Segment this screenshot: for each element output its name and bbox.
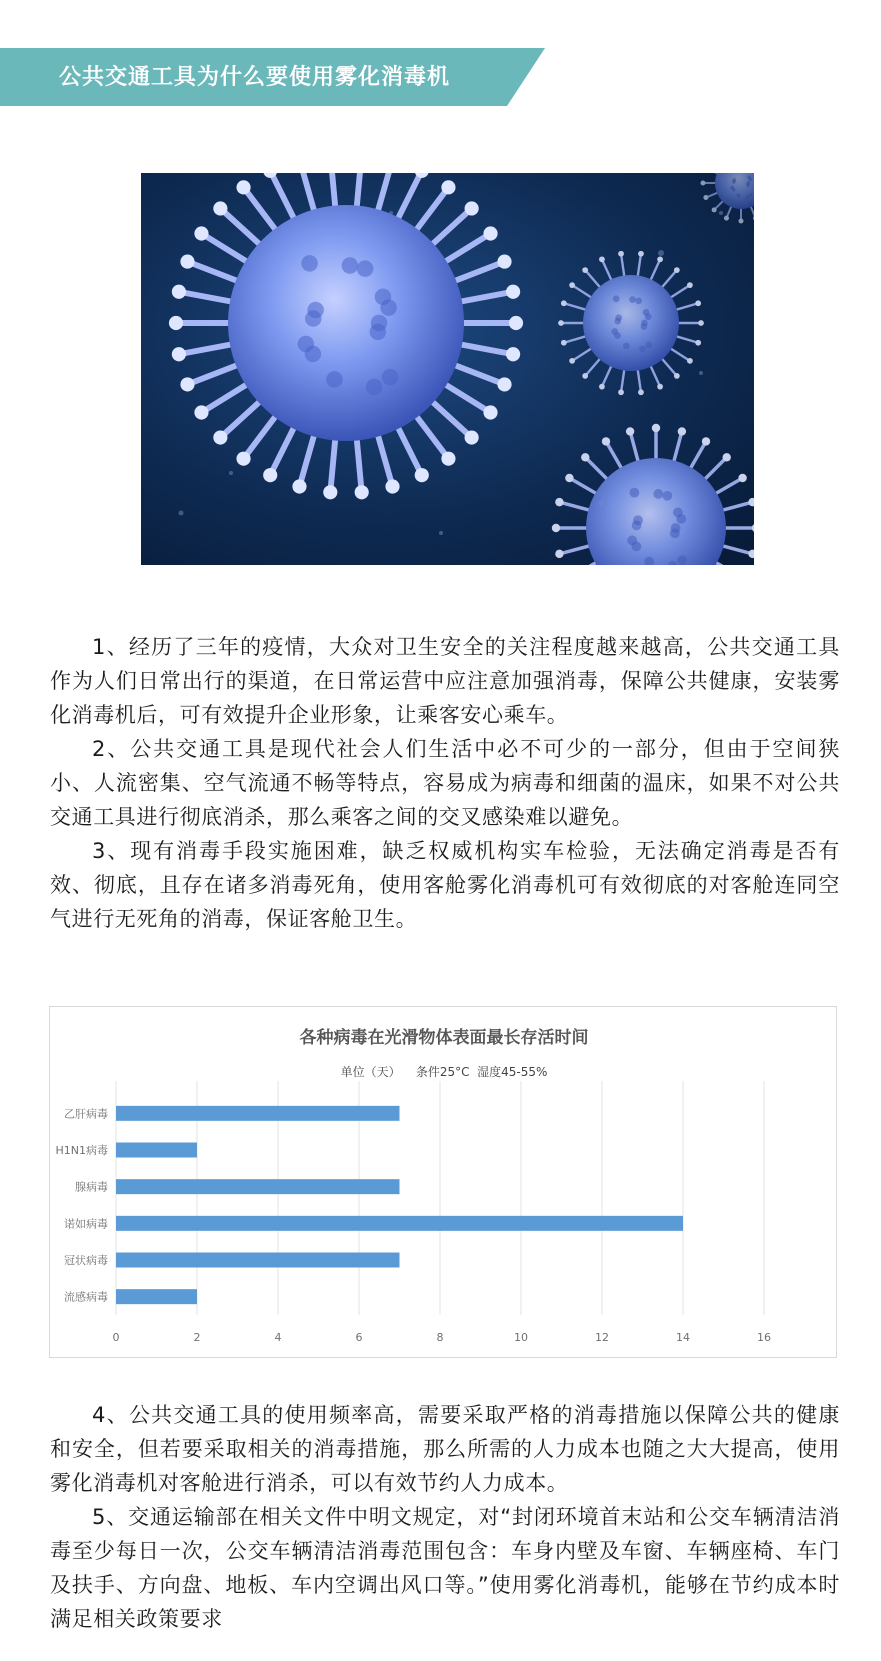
chart-canvas	[50, 1007, 838, 1359]
chart-tick-label: 14	[676, 1331, 690, 1344]
chart-category-label: 诺如病毒	[64, 1217, 108, 1231]
chart-category-label: 乙肝病毒	[64, 1107, 108, 1121]
virus-image	[141, 173, 754, 565]
chart-bar	[116, 1179, 400, 1194]
paragraph-5: 5、交通运输部在相关文件中明文规定，对“封闭环境首末站和公交车辆清洁消毒至少每日一次，公交车辆清洁消毒范围包含：车身内壁及车窗、车辆座椅、车门及扶手、方向盘、地板、车内空调出风口等。”使用雾化消毒机，能够在节约成本时满足相关政策要求	[50, 1505, 840, 1631]
chart-subtitle: 单位（天） 条件25°C 湿度45-55%	[340, 1065, 548, 1079]
paragraph-2: 2、公共交通工具是现代社会人们生活中必不可少的一部分，但由于空间狭小、人流密集、空气流通不畅等特点，容易成为病毒和细菌的温床，如果不对公共交通工具进行彻底消杀，那么乘客之间的交叉感染难以避免。	[50, 737, 840, 829]
paragraph-3: 3、现有消毒手段实施困难，缺乏权威机构实车检验，无法确定消毒是否有效、彻底，且存在诸多消毒死角，使用客舱雾化消毒机可有效彻底的对客舱连同空气进行无死角的消毒，保证客舱卫生。	[50, 839, 840, 931]
chart-tick-label: 2	[193, 1331, 201, 1344]
chart-tick-labels	[113, 1331, 772, 1344]
chart-bars	[116, 1106, 683, 1304]
chart-bar	[116, 1289, 197, 1304]
chart-bar	[116, 1216, 683, 1231]
paragraph-4: 4、公共交通工具的使用频率高，需要采取严格的消毒措施以保障公共的健康和安全，但若要采取相关的消毒措施，那么所需的人力成本也随之大大提高，使用雾化消毒机对客舱进行消杀，可以有效节约人力成本。	[50, 1403, 840, 1495]
chart-category-label: 冠状病毒	[64, 1254, 108, 1267]
chart-tick-label: 4	[274, 1331, 282, 1344]
chart-tick-label: 12	[595, 1331, 609, 1344]
chart-tick-label: 16	[757, 1331, 771, 1344]
page-title: 公共交通工具为什么要使用雾化消毒机	[59, 65, 451, 90]
text-block-2	[50, 1398, 840, 1636]
chart-category-labels	[56, 1106, 109, 1303]
chart-tick-label: 8	[436, 1331, 444, 1344]
virus-survival-chart	[49, 1006, 837, 1358]
chart-category-label: 腺病毒	[75, 1180, 108, 1194]
chart-tick-label: 6	[355, 1331, 363, 1344]
chart-tick-label: 0	[112, 1331, 120, 1344]
chart-bar	[116, 1253, 400, 1268]
chart-bar	[116, 1143, 197, 1158]
chart-bar	[116, 1106, 400, 1121]
chart-category-label: H1N1病毒	[55, 1144, 108, 1157]
chart-category-label: 流感病毒	[64, 1290, 108, 1304]
paragraph-1: 1、经历了三年的疫情，大众对卫生安全的关注程度越来越高，公共交通工具作为人们日常出行的渠道，在日常运营中应注意加强消毒，保障公共健康，安装雾化消毒机后，可有效提升企业形象，让乘客安心乘车。	[50, 635, 840, 727]
text-block-1	[50, 630, 840, 936]
chart-tick-label: 10	[514, 1331, 528, 1344]
title-banner	[0, 48, 545, 106]
virus-illustration	[141, 173, 754, 565]
chart-title: 各种病毒在光滑物体表面最长存活时间	[299, 1028, 589, 1048]
